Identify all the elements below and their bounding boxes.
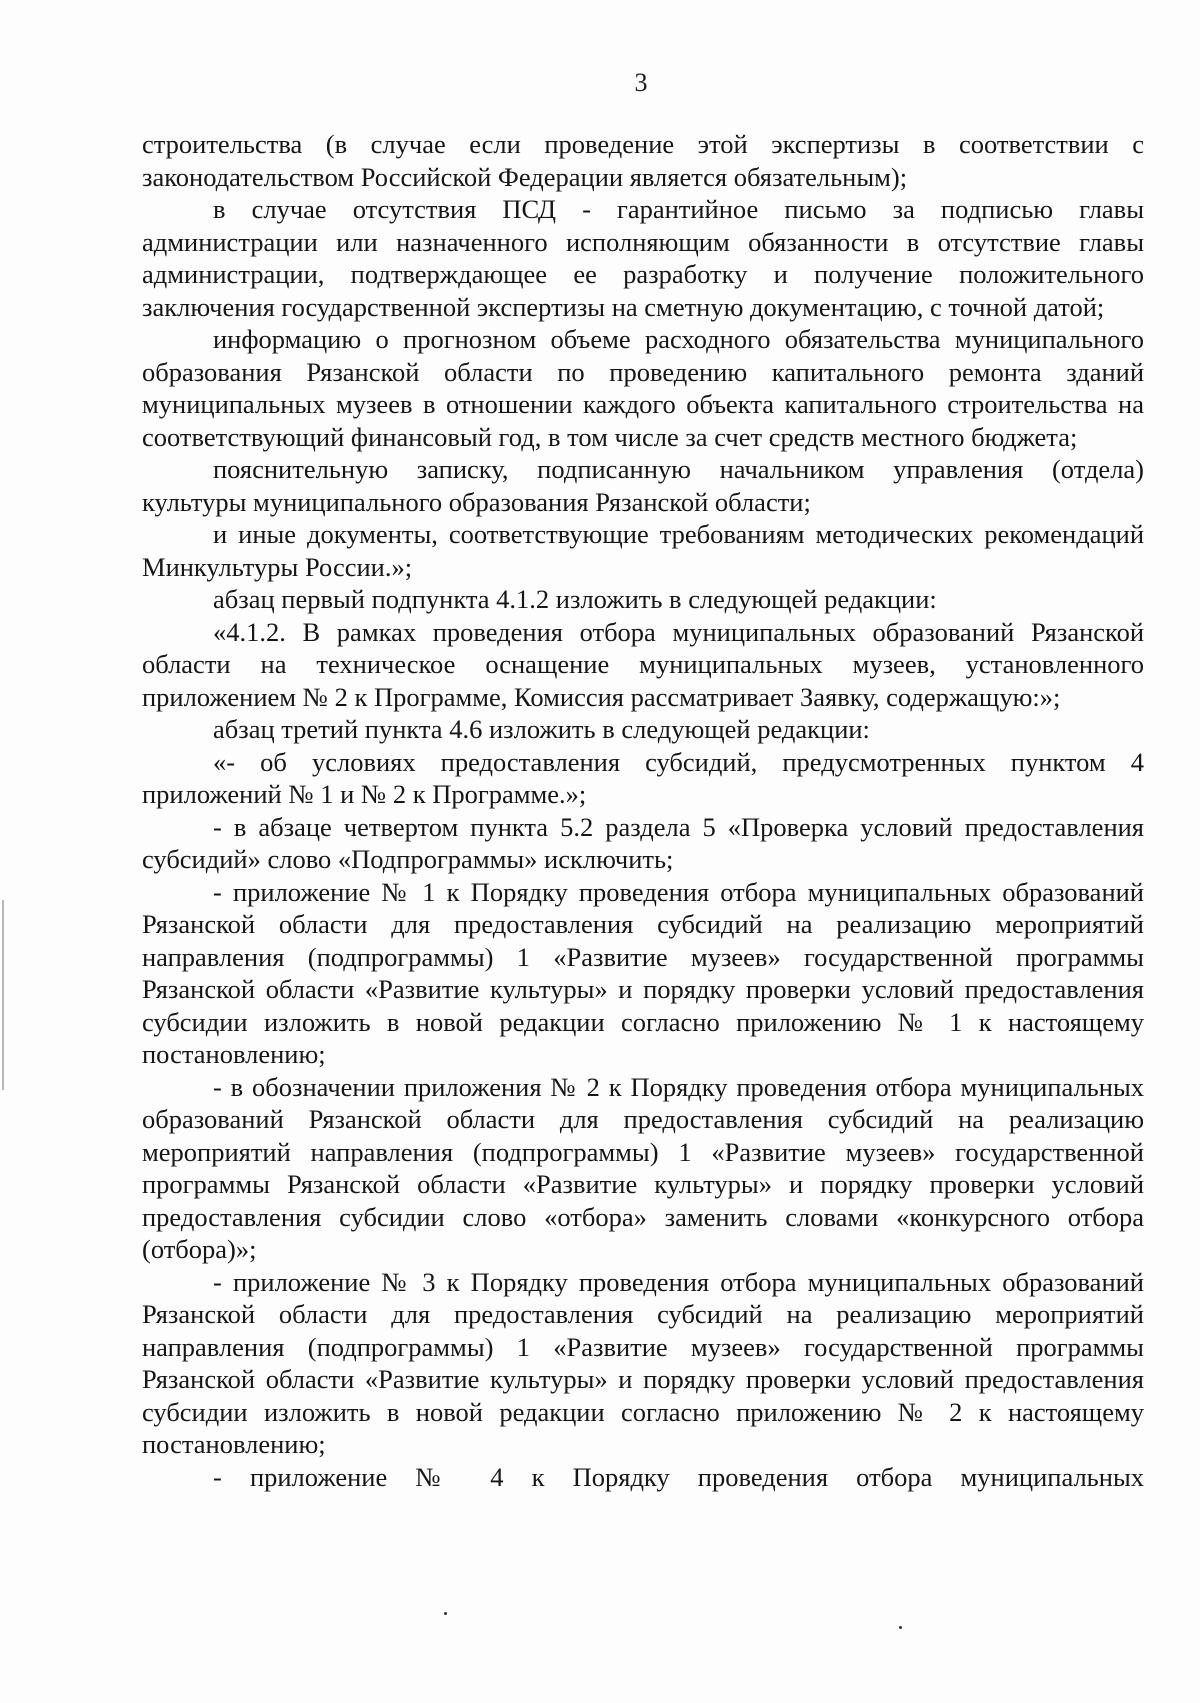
- scan-speck: [899, 1626, 902, 1629]
- binding-edge-mark: [2, 900, 4, 1090]
- document-body: [142, 128, 1144, 1493]
- paragraph: в случае отсутствия ПСД - гарантийное письмо за подписью главы администрации или назначенного исполняющим обязанности в отсутствие главы администрации, подтверждающее ее разработку и получение положительного заключения государственной экспертизы на сметную документацию, с точной датой;: [142, 194, 1144, 322]
- paragraph: абзац первый подпункта 4.1.2 изложить в следующей редакции:: [213, 584, 937, 614]
- paragraph: «- об условиях предоставления субсидий, предусмотренных пунктом 4 приложений № 1 и № 2 к Программе.»;: [142, 746, 1144, 809]
- scan-speck: [444, 1612, 447, 1615]
- paragraph: «4.1.2. В рамках проведения отбора муниципальных образований Рязанской области на техническое оснащение муниципальных музеев, установленного приложением № 2 к Программе, Комиссия рассматривает Заявку, содержащую:»;: [142, 616, 1144, 712]
- paragraph: строительства (в случае если проведение этой экспертизы в соответствии с законодательством Российской Федерации является обязательным);: [142, 129, 1144, 192]
- paragraph: - в обозначении приложения № 2 к Порядку проведения отбора муниципальных образований Рязанской области для предоставления субсидий на реализацию мероприятий направления (подпрограммы) 1 «Развитие музеев» государственной программы Рязанской области «Развитие культуры» и порядку проверки условий предоставления субсидии слово «отбора» заменить словами «конкурсного отбора (отбора)»;: [142, 1071, 1144, 1264]
- paragraph: - приложение № 1 к Порядку проведения отбора муниципальных образований Рязанской области для предоставления субсидий на реализацию мероприятий направления (подпрограммы) 1 «Развитие музеев» государственной программы Рязанской области «Развитие культуры» и порядку проверки условий предоставления субсидии изложить в новой редакции согласно приложению № 1 к настоящему постановлению;: [142, 876, 1144, 1069]
- paragraph: пояснительную записку, подписанную начальником управления (отдела) культуры муниципального образования Рязанской области;: [142, 454, 1144, 517]
- paragraph: информацию о прогнозном объеме расходного обязательства муниципального образования Рязанской области по проведению капитального ремонта зданий муниципальных музеев в отношении каждого объекта капитального строительства на соответствующий финансовый год, в том числе за счет средств местного бюджета;: [142, 324, 1144, 452]
- paragraph: - приложение № 4 к Порядку проведения отбора муниципальных: [213, 1461, 1144, 1492]
- paragraph: абзац третий пункта 4.6 изложить в следующей редакции:: [213, 714, 870, 744]
- paragraph: - в абзаце четвертом пункта 5.2 раздела 5 «Проверка условий предоставления субсидий» слово «Подпрограммы» исключить;: [142, 811, 1144, 874]
- page-number: 3: [634, 68, 648, 97]
- paragraph: - приложение № 3 к Порядку проведения отбора муниципальных образований Рязанской области для предоставления субсидий на реализацию мероприятий направления (подпрограммы) 1 «Развитие музеев» государственной программы Рязанской области «Развитие культуры» и порядку проверки условий предоставления субсидии изложить в новой редакции согласно приложению № 2 к настоящему постановлению;: [142, 1266, 1144, 1459]
- paragraph: и иные документы, соответствующие требованиям методических рекомендаций Минкультуры России.»;: [142, 519, 1144, 582]
